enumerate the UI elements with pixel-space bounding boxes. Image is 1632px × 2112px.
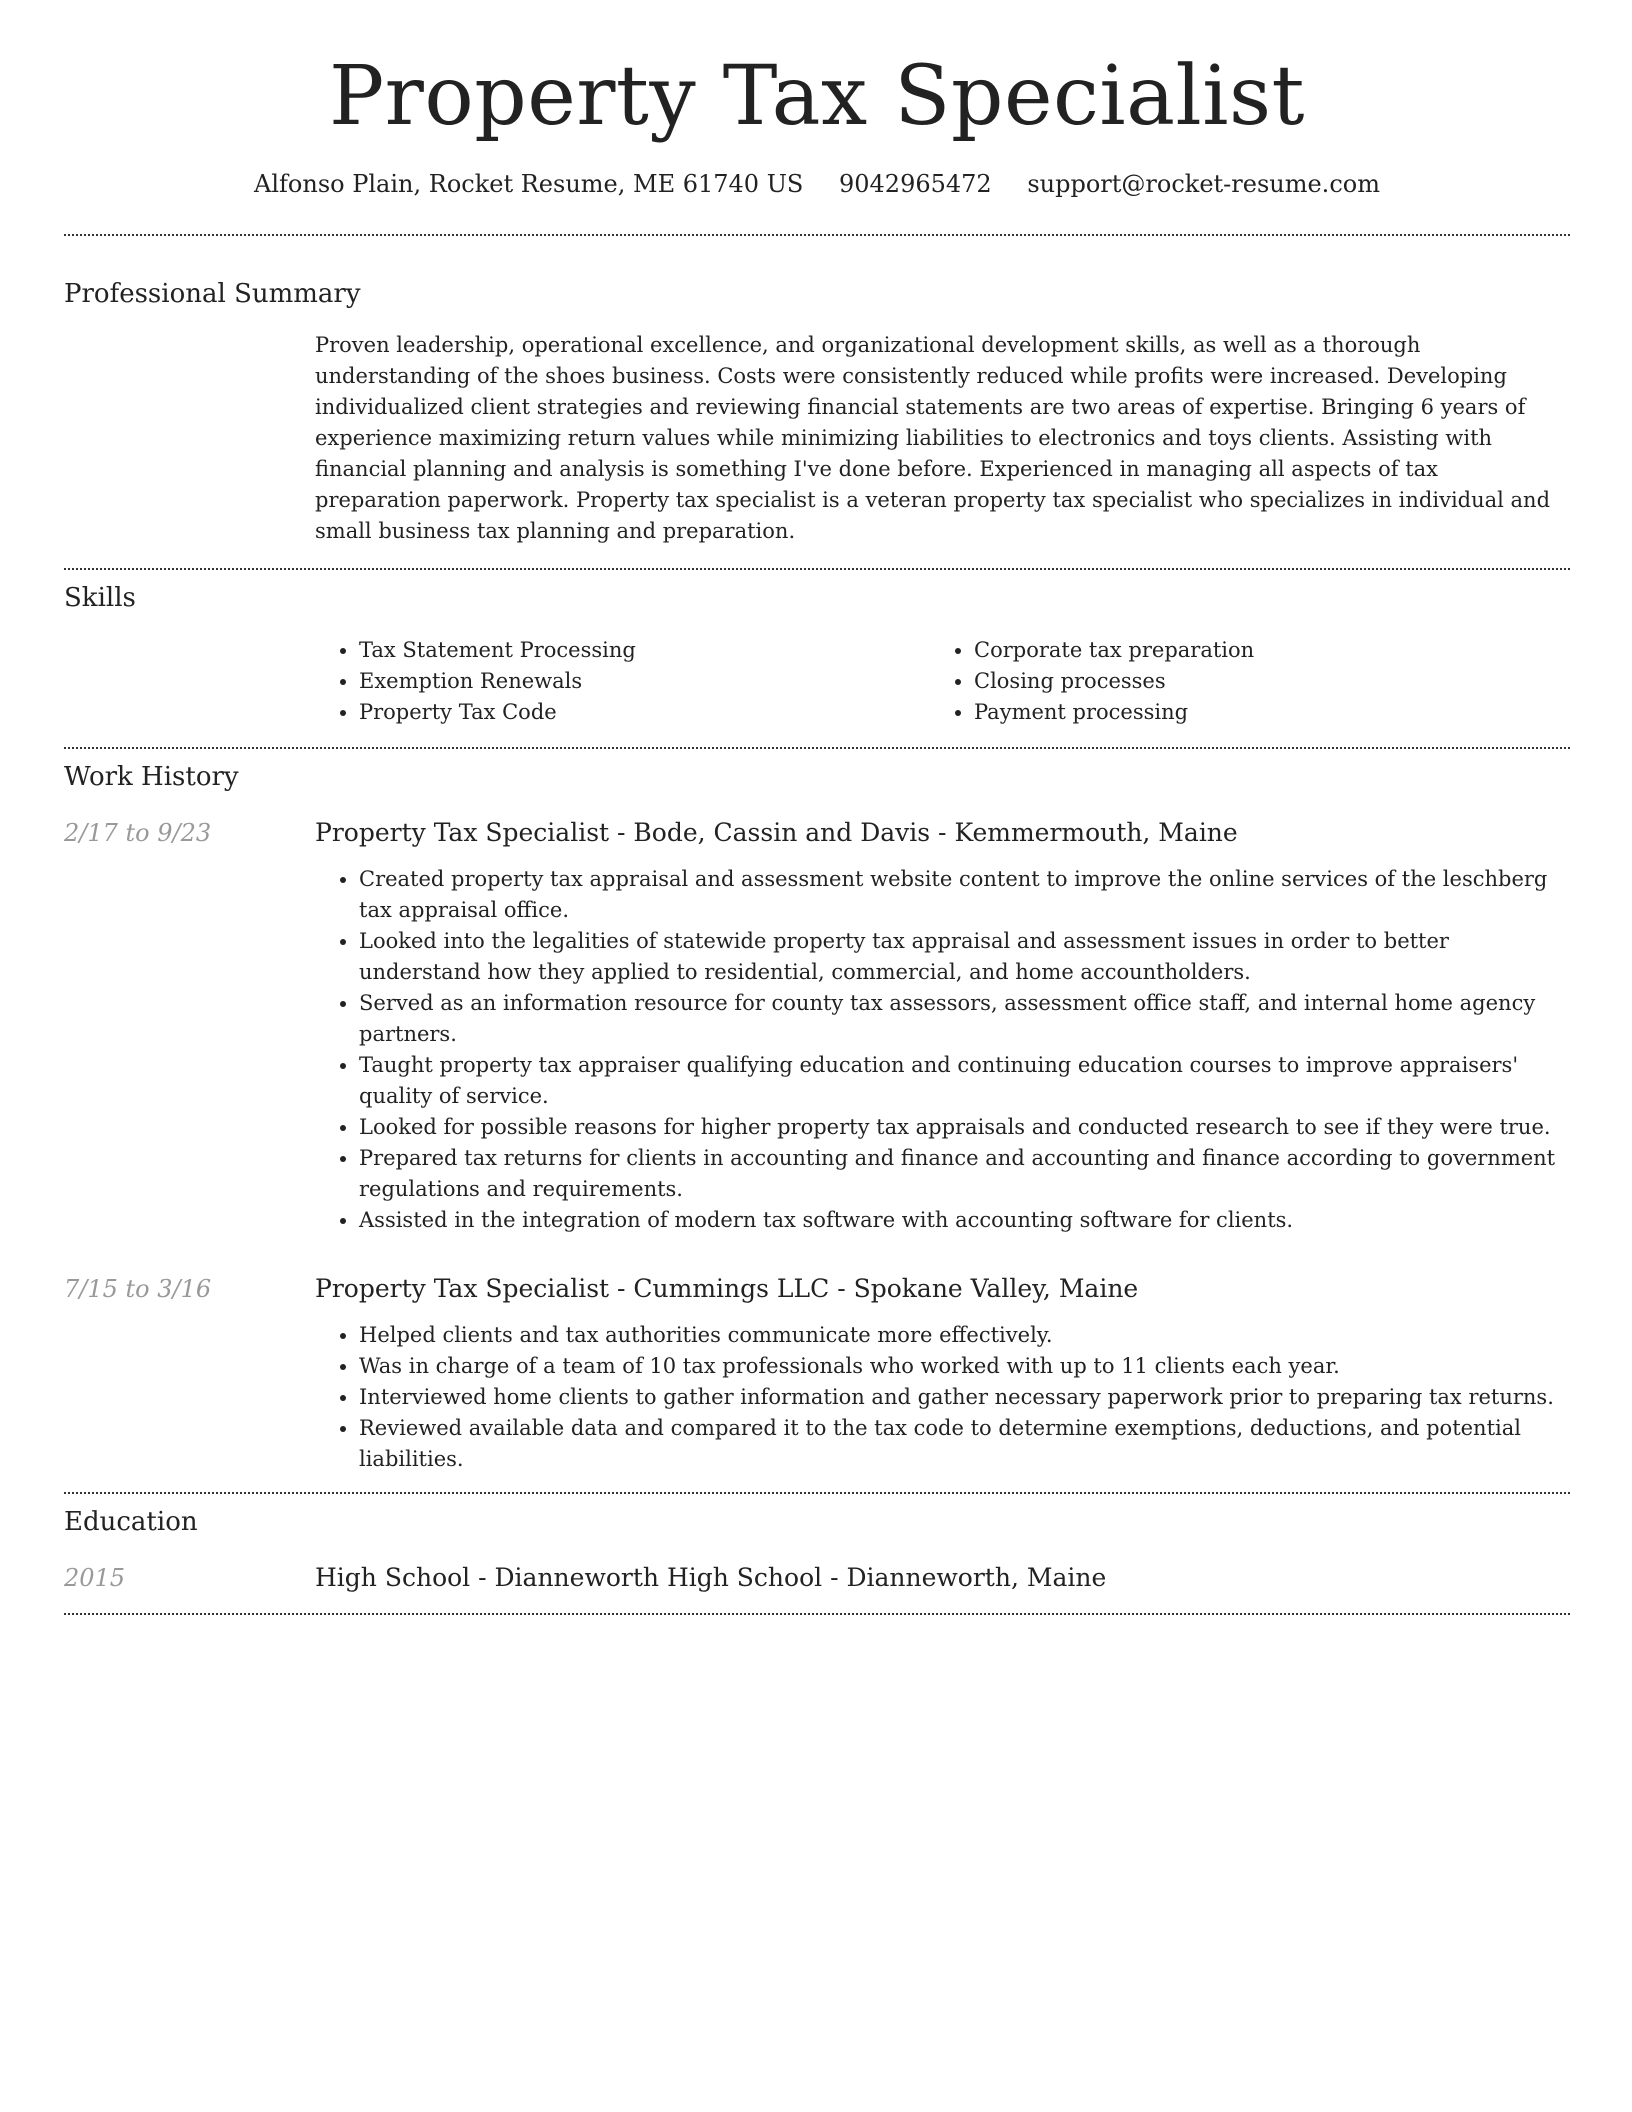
phone-text: 9042965472 [839, 170, 992, 198]
job-dates: 2/17 to 9/23 [64, 819, 212, 847]
divider [64, 1492, 1570, 1494]
resume-page [64, 0, 1570, 1615]
job-bullet: • Served as an information resource for county tax assessors, assessment office staff, and internal home agency partners. [359, 988, 1570, 1050]
job-bullet: • Reviewed available data and compared it to the tax code to determine exemptions, deductions, and potential liabilities. [359, 1413, 1570, 1475]
job-bullets [315, 1320, 1570, 1475]
divider [64, 747, 1570, 749]
job-title: Property Tax Specialist - Bode, Cassin and Davis - Kemmermouth, Maine [315, 818, 1238, 847]
skills-list [315, 635, 1570, 728]
job-header [64, 1272, 1570, 1306]
education-date: 2015 [64, 1564, 126, 1592]
job-title: Property Tax Specialist - Cummings LLC - Spokane Valley, Maine [315, 1274, 1139, 1303]
job-bullet: • Prepared tax returns for clients in accounting and finance and accounting and finance according to government regulations and requirements. [359, 1143, 1570, 1205]
skills-column-right [930, 635, 1570, 728]
job-entry [64, 1272, 1570, 1475]
email-text: support@rocket-resume.com [1027, 170, 1380, 198]
skills-section [64, 581, 1570, 728]
job-bullet: • Helped clients and tax authorities communicate more effectively. [359, 1320, 1570, 1351]
education-title: High School - Dianneworth High School - Dianneworth, Maine [315, 1563, 1107, 1592]
job-header [64, 816, 1570, 850]
education-heading: Education [64, 1507, 198, 1537]
contact-line [64, 168, 1570, 200]
job-dates: 7/15 to 3/16 [64, 1275, 212, 1303]
job-bullet: • Interviewed home clients to gather information and gather necessary paperwork prior to preparing tax returns. [359, 1382, 1570, 1413]
skills-column-left [315, 635, 930, 728]
resume-title: Property Tax Specialist [328, 49, 1306, 144]
work-section [64, 760, 1570, 1475]
divider [64, 568, 1570, 570]
summary-text: Proven leadership, operational excellence, and organizational development skills, as well as a thorough understanding of the shoes business. Costs were consistently reduced while profits were increased. Developing individualized client strategies and reviewing financial statements are two areas of expertise. Bringing 6 years of experience maximizing return values while minimizing liabilities to electronics and toys clients. Assisting with financial planning and analysis is something I've done before. Experienced in managing all aspects of tax preparation paperwork. Property tax specialist is a veteran property tax specialist who specializes in individual and small business tax planning and preparation. [315, 333, 1551, 543]
job-bullet: • Taught property tax appraiser qualifying education and continuing education courses to improve appraisers' quality of service. [359, 1050, 1570, 1112]
job-bullet: • Assisted in the integration of modern tax software with accounting software for clients. [359, 1205, 1570, 1236]
summary-heading: Professional Summary [64, 279, 361, 309]
skill-item: • Corporate tax preparation [974, 635, 1570, 666]
job-bullet: • Was in charge of a team of 10 tax professionals who worked with up to 11 clients each year. [359, 1351, 1570, 1382]
skill-item: • Property Tax Code [359, 697, 930, 728]
summary-section [64, 277, 1570, 547]
job-entry [64, 816, 1570, 1236]
job-bullet: • Looked into the legalities of statewide property tax appraisal and assessment issues in order to better understand how they applied to residential, commercial, and home accountholders. [359, 926, 1570, 988]
skill-item: • Exemption Renewals [359, 666, 930, 697]
education-section [64, 1505, 1570, 1595]
education-entry [64, 1561, 1570, 1595]
job-bullets [315, 864, 1570, 1236]
job-bullet: • Looked for possible reasons for higher property tax appraisals and conducted research to see if they were true. [359, 1112, 1570, 1143]
divider [64, 1613, 1570, 1615]
skill-item: • Tax Statement Processing [359, 635, 930, 666]
job-bullet: • Created property tax appraisal and assessment website content to improve the online services of the leschberg tax appraisal office. [359, 864, 1570, 926]
skill-item: • Payment processing [974, 697, 1570, 728]
work-heading: Work History [64, 762, 239, 792]
skill-item: • Closing processes [974, 666, 1570, 697]
skills-heading: Skills [64, 583, 136, 613]
address-text: Alfonso Plain, Rocket Resume, ME 61740 US [254, 170, 804, 198]
divider [64, 234, 1570, 236]
